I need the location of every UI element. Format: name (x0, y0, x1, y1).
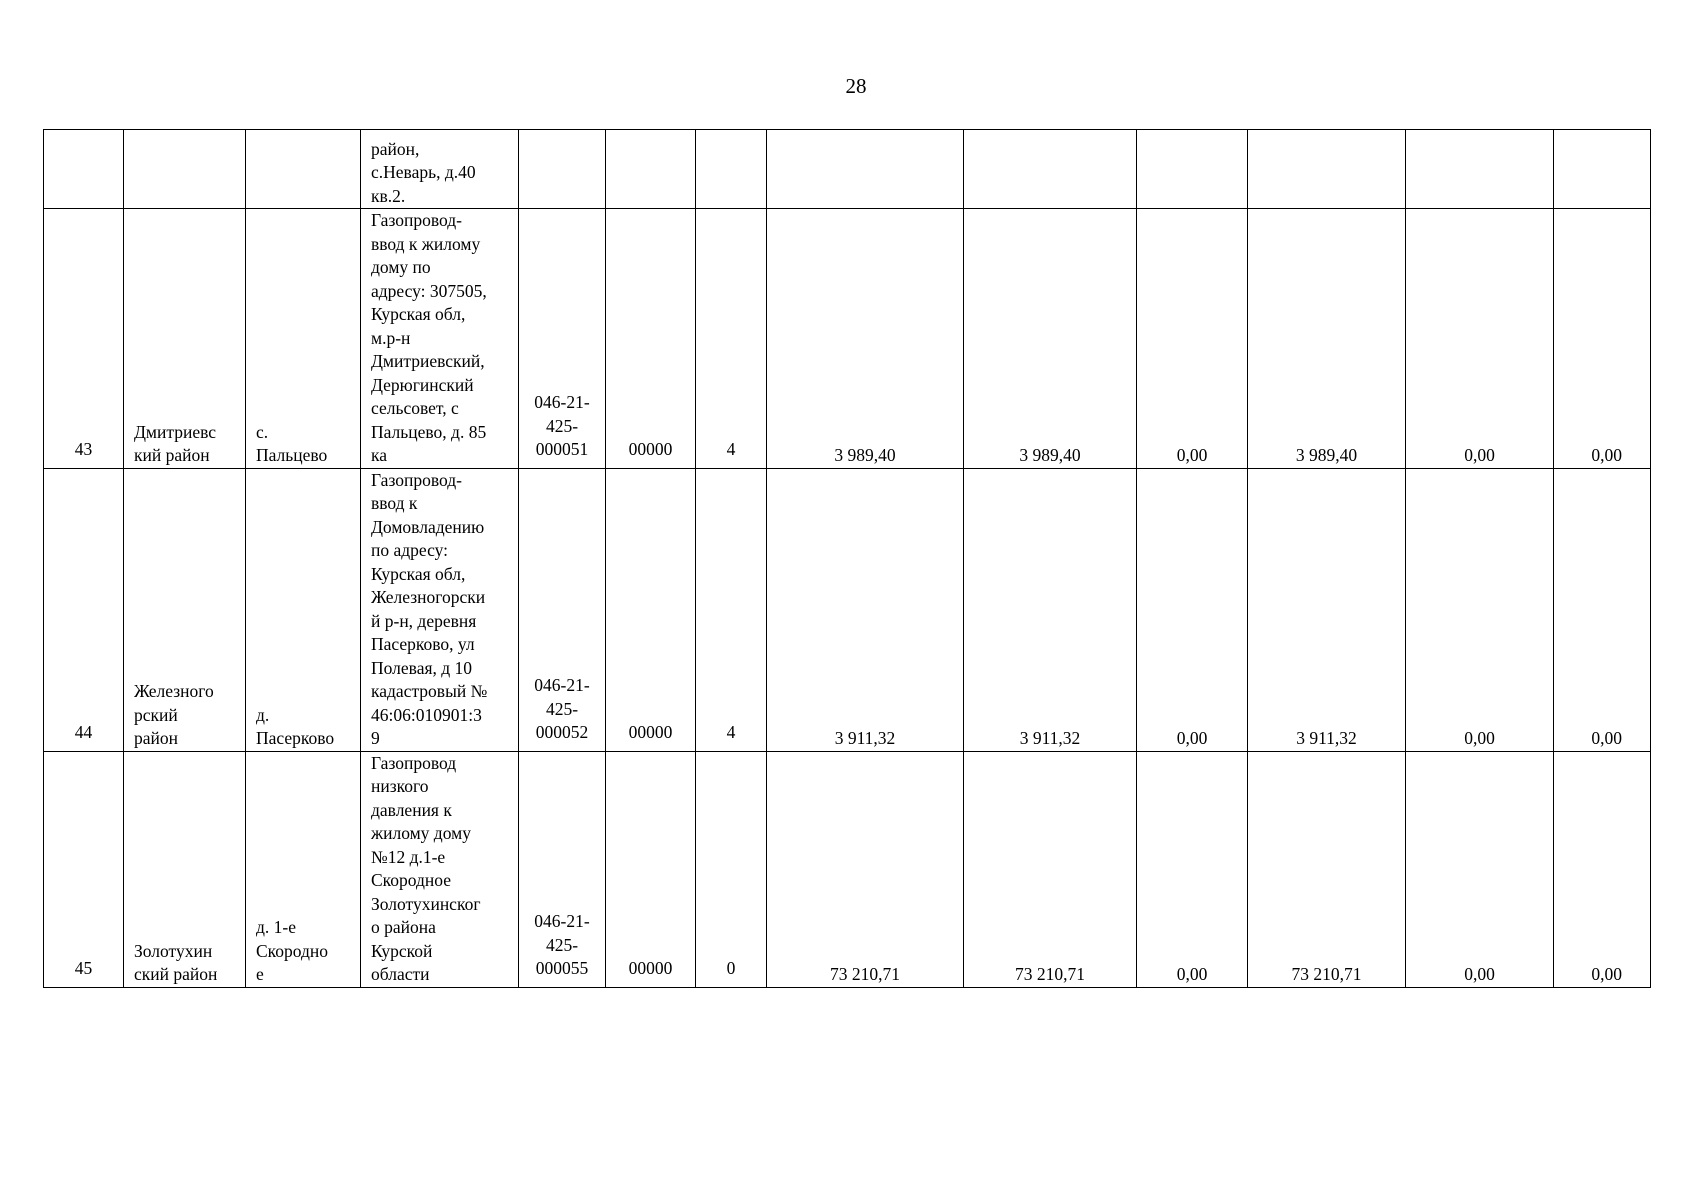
settlement-cell: с. Пальцево (246, 209, 361, 469)
count-cell: 0 (696, 751, 767, 987)
value-cell: 3 989,40 (964, 209, 1137, 469)
row-number-cell: 45 (44, 751, 124, 987)
value-cell: 3 911,32 (1248, 468, 1406, 751)
count-cell: 4 (696, 468, 767, 751)
value-cell: 73 210,71 (767, 751, 964, 987)
table-row (44, 468, 1651, 751)
district-cell: Дмитриевс кий район (124, 209, 246, 469)
value-cell: 0,00 (1554, 209, 1651, 469)
district-cell: Железного рский район (124, 468, 246, 751)
row-number-cell: 43 (44, 209, 124, 469)
description-cell: Газопровод- ввод к жилому дому по адресу: 307505, Курская обл, м.р-н Дмитриевский, Дерюгинский сельсовет, с Пальцево, д. 85 ка (361, 209, 519, 469)
value-cell: 3 989,40 (1248, 209, 1406, 469)
value-cell: 0,00 (1406, 209, 1554, 469)
value-cell: 73 210,71 (964, 751, 1137, 987)
value-cell: 0,00 (1554, 751, 1651, 987)
value-cell (1406, 130, 1554, 209)
code-cell: 046-21- 425- 000051 (519, 209, 606, 469)
table-row (44, 130, 1651, 209)
value-cell: 0,00 (1406, 751, 1554, 987)
row-number-cell: 44 (44, 468, 124, 751)
value-cell: 3 911,32 (767, 468, 964, 751)
value-cell: 0,00 (1554, 468, 1651, 751)
value-cell: 3 911,32 (964, 468, 1137, 751)
zeros-code-cell: 00000 (606, 209, 696, 469)
count-cell (696, 130, 767, 209)
value-cell (1248, 130, 1406, 209)
row-number-cell (44, 130, 124, 209)
value-cell (1554, 130, 1651, 209)
code-cell (519, 130, 606, 209)
settlement-cell: д. Пасерково (246, 468, 361, 751)
district-cell: Золотухин ский район (124, 751, 246, 987)
value-cell: 0,00 (1137, 468, 1248, 751)
value-cell: 73 210,71 (1248, 751, 1406, 987)
table-row (44, 209, 1651, 469)
value-cell (964, 130, 1137, 209)
value-cell (767, 130, 964, 209)
description-cell: Газопровод- ввод к Домовладению по адресу: Курская обл, Железногорски й р-н, деревня Пасерково, ул Полевая, д 10 кадастровый № 46:06:010901:3 9 (361, 468, 519, 751)
page-number: 28 (845, 74, 867, 98)
count-cell: 4 (696, 209, 767, 469)
settlement-cell: д. 1-е Скородно е (246, 751, 361, 987)
value-cell: 0,00 (1137, 751, 1248, 987)
zeros-code-cell: 00000 (606, 751, 696, 987)
value-cell: 0,00 (1406, 468, 1554, 751)
property-table (43, 129, 1651, 988)
code-cell: 046-21- 425- 000055 (519, 751, 606, 987)
district-cell (124, 130, 246, 209)
value-cell (1137, 130, 1248, 209)
zeros-code-cell: 00000 (606, 468, 696, 751)
value-cell: 0,00 (1137, 209, 1248, 469)
settlement-cell (246, 130, 361, 209)
table-row (44, 751, 1651, 987)
zeros-code-cell (606, 130, 696, 209)
value-cell: 3 989,40 (767, 209, 964, 469)
description-cell: район, с.Неварь, д.40 кв.2. (361, 130, 519, 209)
code-cell: 046-21- 425- 000052 (519, 468, 606, 751)
description-cell: Газопровод низкого давления к жилому дому №12 д.1-е Скородное Золотухинског о района Курской области (361, 751, 519, 987)
